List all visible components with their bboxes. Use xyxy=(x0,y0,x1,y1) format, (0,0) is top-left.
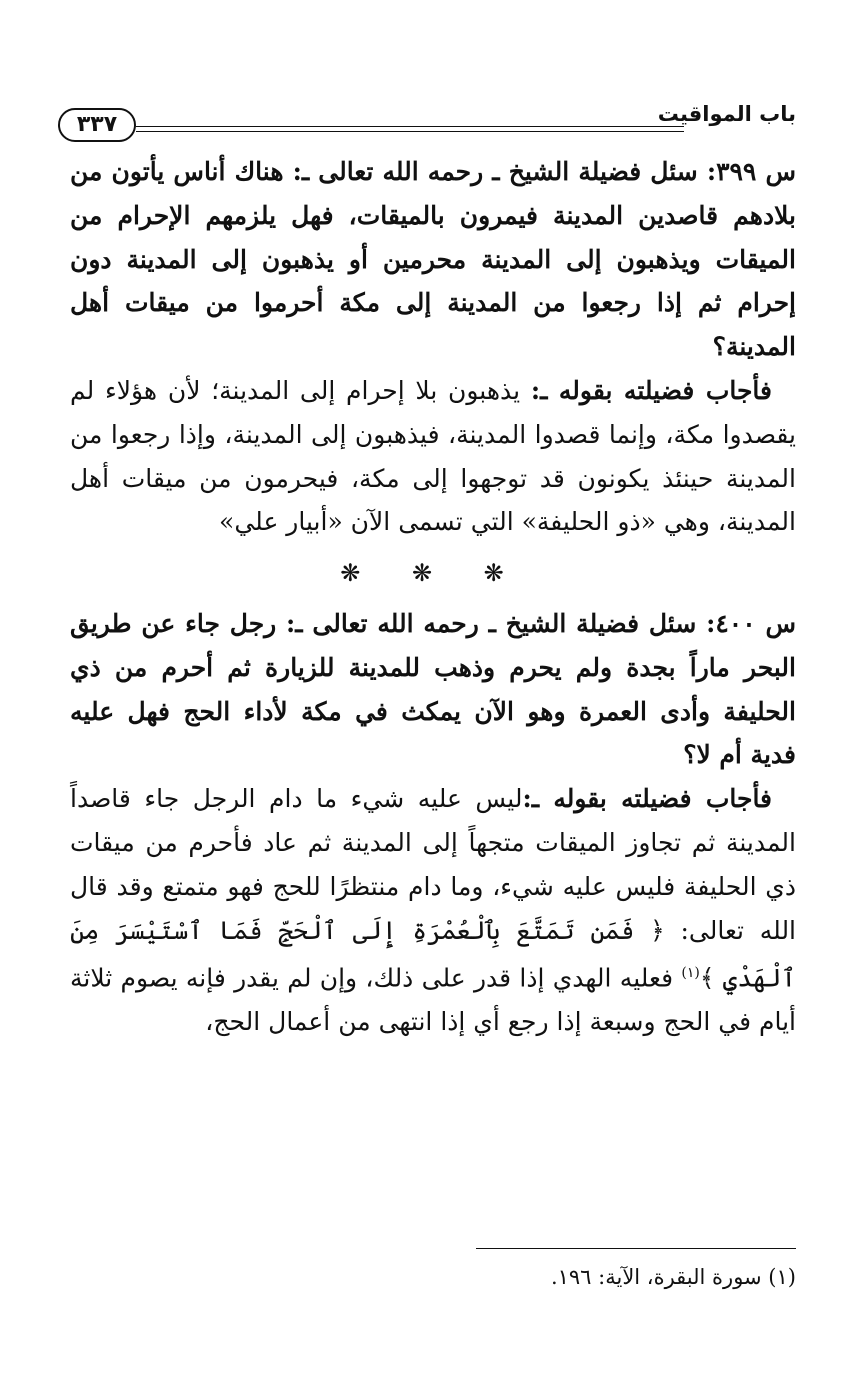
question-label: س ٣٩٩: xyxy=(706,157,796,186)
answer-400 xyxy=(70,777,796,1044)
answer-lead: فأجاب فضيلته بقوله ـ: xyxy=(522,784,773,814)
question-text: سئل فضيلة الشيخ ـ رحمه الله تعالى ـ: رجل جاء عن طريق البحر ماراً بجدة ولم يحرم وذهب للمدينة للزيارة ثم أحرم من ذي الحليفة وأدى العمرة وهو الآن يمكث في مكة لأداء الحج فهل عليه فدية أم لا؟ xyxy=(70,608,796,770)
page-header xyxy=(58,100,796,142)
answer-text-after: فعليه الهدي إذا قدر على ذلك، وإن لم يقدر فإنه يصوم ثلاثة أيام في الحج وسبعة إذا رجع أي إذا انتهى من أعمال الحج، xyxy=(70,963,796,1037)
answer-text-before: ليس عليه شيء ما دام الرجل جاء قاصداً المدينة ثم تجاوز الميقات متجهاً إلى المدينة ثم عاد فأحرم من ميقات ذي الحليفة فليس عليه شيء، وما دام منتظرًا للحج فهو متمتع وقد قال الله تعالى: xyxy=(70,784,797,945)
page-number: ٣٣٧ xyxy=(58,108,136,142)
question-label: س ٤٠٠: xyxy=(706,608,796,638)
chapter-title: باب المواقيت xyxy=(657,102,796,126)
answer-text: يذهبون بلا إحرام إلى المدينة؛ لأن هؤلاء لم يقصدوا مكة، وإنما قصدوا المدينة، فيذهبون إلى المدينة، وإذا رجعوا من المدينة حينئذ يكونون قد توجهوا إلى مكة، فيحرمون من ميقات أهل المدينة، وهي «ذو الحليفة» التي تسمى الآن «أبيار علي» xyxy=(70,375,796,537)
footnote-reference[interactable]: (١) xyxy=(681,965,700,982)
question-400 xyxy=(70,602,796,777)
section-separator: ❋ ❋ ❋ xyxy=(340,559,526,588)
page-body xyxy=(70,150,796,1044)
question-text: سئل فضيلة الشيخ ـ رحمه الله تعالى ـ: هناك أناس يأتون من بلادهم قاصدين المدينة فيمرون بالميقات، فهل يلزمهم الإحرام من الميقات ويذهبون إلى المدينة محرمين أو يذهبون إلى المدينة دون إحرام ثم إذا رجعوا من المدينة إلى مكة أحرموا من ميقات أهل المدينة؟ xyxy=(70,157,796,362)
question-399 xyxy=(70,150,796,369)
quran-verse: ﴿ فَمَن تَمَتَّعَ بِٱلْعُمْرَةِ إِلَى ٱلْحَجِّ فَمَا ٱسْتَيْسَرَ مِنَ ٱلْهَدْيِ ﴾ xyxy=(70,915,797,993)
footnote: (١) سورة البقرة، الآية: ١٩٦. xyxy=(550,1265,796,1289)
answer-lead: فأجاب فضيلته بقوله ـ: xyxy=(530,375,772,405)
header-rule xyxy=(136,126,684,132)
answer-399 xyxy=(70,369,796,544)
footnote-rule xyxy=(476,1248,796,1249)
